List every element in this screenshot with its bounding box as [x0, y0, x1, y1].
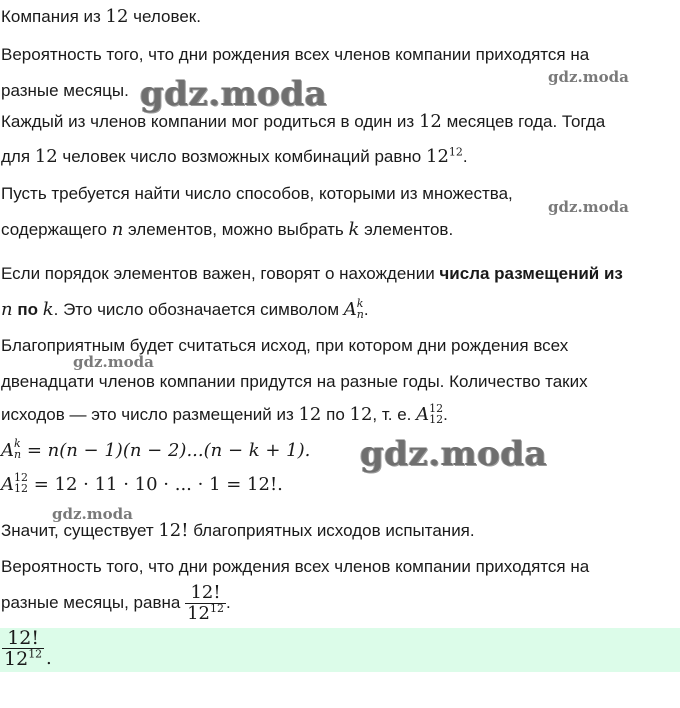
text: элементов, можно выбрать	[123, 220, 349, 239]
math-superscript: k	[14, 437, 21, 450]
math-number: 12	[349, 404, 373, 425]
math-exponent: 12	[209, 602, 224, 616]
fraction-denominator	[185, 604, 226, 624]
text: Каждый из членов компании мог родиться в один из	[1, 112, 419, 131]
text: месяцев года. Тогда	[441, 112, 606, 131]
probability-fraction	[185, 583, 226, 624]
math-symbol: A	[1, 474, 14, 495]
watermark-logo: gdz.moda	[140, 74, 328, 114]
math-scripts	[357, 298, 364, 320]
line-15	[1, 520, 475, 542]
math-symbol: A	[343, 299, 357, 320]
text: содержащего	[1, 220, 112, 239]
line-6: Пусть требуется найти число способов, которыми из множества,	[1, 184, 513, 203]
answer-fraction	[2, 628, 44, 669]
math-variable: n	[111, 219, 124, 240]
math-expression: = 12 · 11 · 10 · ... · 1 = 12!.	[28, 474, 283, 495]
line-12	[1, 401, 448, 427]
line-5	[1, 146, 468, 168]
watermark-logo: gdz.moda	[548, 198, 629, 216]
math-base: 12	[187, 603, 210, 625]
math-subscript: n	[356, 307, 364, 321]
watermark-logo: gdz.moda	[73, 353, 154, 371]
line-13-formula	[1, 437, 311, 462]
math-base: 12	[4, 648, 29, 670]
math-number: 12	[105, 6, 129, 27]
text: .	[363, 300, 369, 319]
text: Если порядок элементов важен, говорят о нахождении	[1, 264, 440, 283]
text: по	[321, 405, 350, 424]
text: .	[443, 405, 448, 424]
line-7	[1, 219, 453, 241]
math-scripts	[14, 472, 28, 494]
watermark-logo: gdz.moda	[360, 434, 548, 474]
math-number: 12	[34, 146, 58, 167]
math-subscript: 12	[429, 412, 444, 426]
math-variable: k	[42, 299, 54, 320]
text: человек.	[128, 7, 201, 26]
math-subscript: 12	[14, 482, 28, 495]
math-symbol: A	[1, 440, 14, 461]
line-4	[1, 111, 605, 133]
math-scripts	[14, 438, 21, 460]
line-3: разные месяцы.	[1, 81, 129, 100]
text: разные месяцы, равна	[1, 593, 186, 612]
fraction-numerator: 12!	[2, 628, 44, 649]
fraction-numerator: 12!	[185, 583, 226, 604]
text: для	[1, 147, 35, 166]
math-expression: = n(n − 1)(n − 2)...(n − k + 1).	[21, 440, 311, 461]
math-superscript: 12	[14, 471, 28, 484]
math-subscript: n	[14, 448, 22, 461]
math-number: 12	[298, 404, 322, 425]
text: человек число возможных комбинаций равно	[57, 147, 426, 166]
math-variable: n	[1, 299, 13, 320]
math-superscript: k	[356, 296, 364, 310]
text: исходов — это число размещений из	[1, 405, 299, 424]
text: .	[462, 147, 468, 166]
text: благоприятных исходов испытания.	[188, 521, 475, 540]
line-11: двенадцати членов компании придутся на разные годы. Количество таких	[1, 372, 588, 391]
math-superscript: 12	[429, 401, 444, 415]
text: , т. е.	[372, 405, 417, 424]
line-10: Благоприятным будет считаться исход, при котором дни рождения всех	[1, 336, 569, 355]
math-exponent: 12	[448, 145, 463, 159]
math-number: 12!	[158, 520, 189, 541]
math-scripts	[429, 403, 443, 425]
text: .	[225, 593, 231, 612]
bold-term: числа размещений из	[439, 264, 623, 283]
fraction-denominator	[2, 649, 44, 669]
line-17	[1, 580, 231, 626]
line-16: Вероятность того, что дни рождения всех членов компании приходятся на	[1, 557, 590, 576]
math-base: 12	[426, 146, 449, 167]
answer-period: .	[46, 648, 52, 669]
text: Компания из	[1, 7, 106, 26]
watermark-logo: gdz.moda	[548, 68, 629, 86]
text: Значит, существует	[1, 521, 159, 540]
line-1	[1, 6, 201, 28]
math-number: 12	[418, 111, 442, 132]
line-2: Вероятность того, что дни рождения всех членов компании приходятся на	[1, 45, 590, 64]
text: элементов.	[359, 220, 454, 239]
answer-box	[0, 628, 680, 672]
math-variable: k	[348, 219, 360, 240]
line-14-formula	[1, 471, 283, 496]
math-symbol: A	[416, 404, 430, 425]
text: . Это число обозначается символом	[53, 300, 344, 319]
line-9	[1, 296, 369, 322]
math-exponent: 12	[28, 647, 43, 661]
bold-term: по	[12, 300, 43, 319]
watermark-logo: gdz.moda	[52, 505, 133, 523]
line-8	[1, 263, 623, 285]
